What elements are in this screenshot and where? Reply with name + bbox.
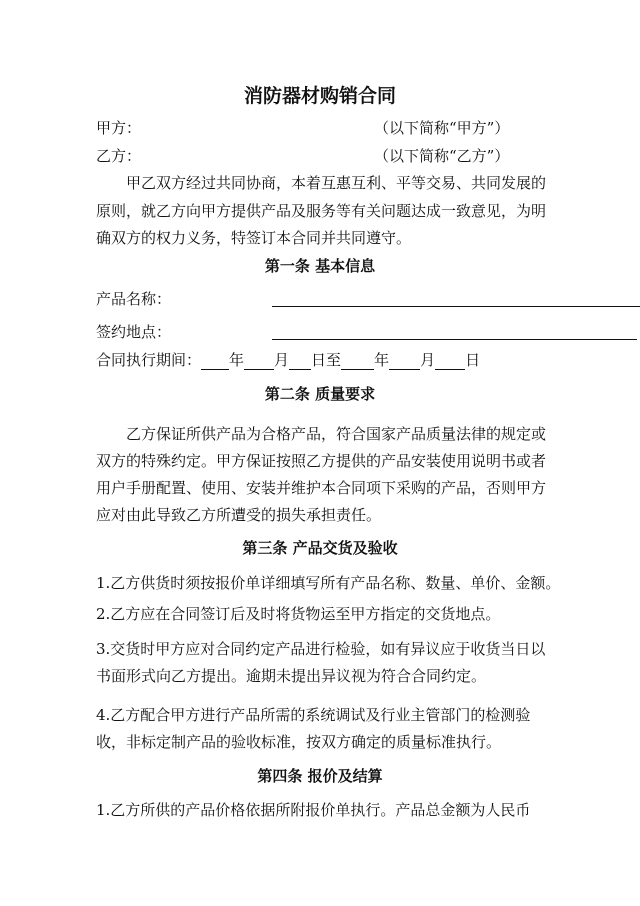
intro-line: 甲乙双方经过共同协商，本着互惠互利、平等交易、共同发展的: [126, 174, 547, 192]
end-month-blank[interactable]: [389, 352, 420, 370]
party-b-label: 乙方：: [96, 147, 142, 165]
end-year-blank[interactable]: [341, 352, 374, 370]
end-day-blank[interactable]: [435, 352, 465, 370]
party-a-row: [96, 118, 546, 138]
article-3-item: 3.交货时甲方应对合同约定产品进行检验，如有异议应于收货当日以: [96, 640, 546, 658]
sign-place-row: [96, 322, 546, 342]
article-3-item: 1.乙方供货时须按报价单详细填写所有产品名称、数量、单价、金额。: [96, 574, 561, 592]
start-day-blank[interactable]: [289, 352, 311, 370]
contract-period-row: [96, 350, 546, 370]
article-4-item: 1.乙方所供的产品价格依据所附报价单执行。产品总金额为人民币: [96, 801, 531, 819]
intro-line: 原则，就乙方向甲方提供产品及服务等有关问题达成一致意见，为明: [96, 202, 547, 220]
start-year-blank[interactable]: [201, 352, 229, 370]
article-2-line: 双方的特殊约定。甲方保证按照乙方提供的产品安装使用说明书或者: [96, 452, 547, 470]
month-text: 月: [274, 351, 290, 369]
article-3-item-cont: 收，非标定制产品的验收标准，按双方确定的质量标准执行。: [96, 733, 502, 751]
day-text: 日: [465, 351, 481, 369]
product-name-label: 产品名称：: [96, 290, 172, 308]
article-3-item: 2.乙方应在合同签订后及时将货物运至甲方指定的交货地点。: [96, 605, 501, 623]
product-name-row: [96, 289, 546, 309]
party-a-label: 甲方：: [96, 119, 142, 137]
party-a-note: （以下简称“甲方”）: [374, 119, 510, 137]
article-4-heading: 第四条 报价及结算: [257, 767, 383, 785]
article-2-line: 应对由此导致乙方所遭受的损失承担责任。: [96, 506, 382, 524]
document-title: 消防器材购销合同: [243, 85, 396, 107]
article-2-heading: 第二条 质量要求: [264, 385, 376, 403]
article-1-heading: 第一条 基本信息: [264, 257, 376, 275]
party-b-note: （以下简称“乙方”）: [374, 147, 510, 165]
sign-place-blank[interactable]: [272, 339, 637, 340]
day-to-text: 日至: [311, 351, 342, 369]
month-text: 月: [420, 351, 436, 369]
sign-place-label: 签约地点：: [96, 323, 172, 341]
party-b-row: [96, 146, 546, 166]
article-3-heading: 第三条 产品交货及验收: [242, 539, 398, 557]
intro-line: 确双方的权力义务，特签订本合同并共同遵守。: [96, 229, 412, 247]
year-text: 年: [229, 351, 245, 369]
article-2-line: 乙方保证所供产品为合格产品，符合国家产品质量法律的规定或: [126, 425, 547, 443]
article-3-item-cont: 书面形式向乙方提出。逾期未提出异议视为符合合同约定。: [96, 667, 487, 685]
product-name-blank[interactable]: [272, 306, 640, 307]
period-label: 合同执行期间：: [96, 351, 202, 369]
article-3-item: 4.乙方配合甲方进行产品所需的系统调试及行业主管部门的检测验: [96, 706, 531, 724]
start-month-blank[interactable]: [244, 352, 274, 370]
year-text: 年: [374, 351, 390, 369]
article-2-line: 用户手册配置、使用、安装并维护本合同项下采购的产品，否则甲方: [96, 479, 547, 497]
